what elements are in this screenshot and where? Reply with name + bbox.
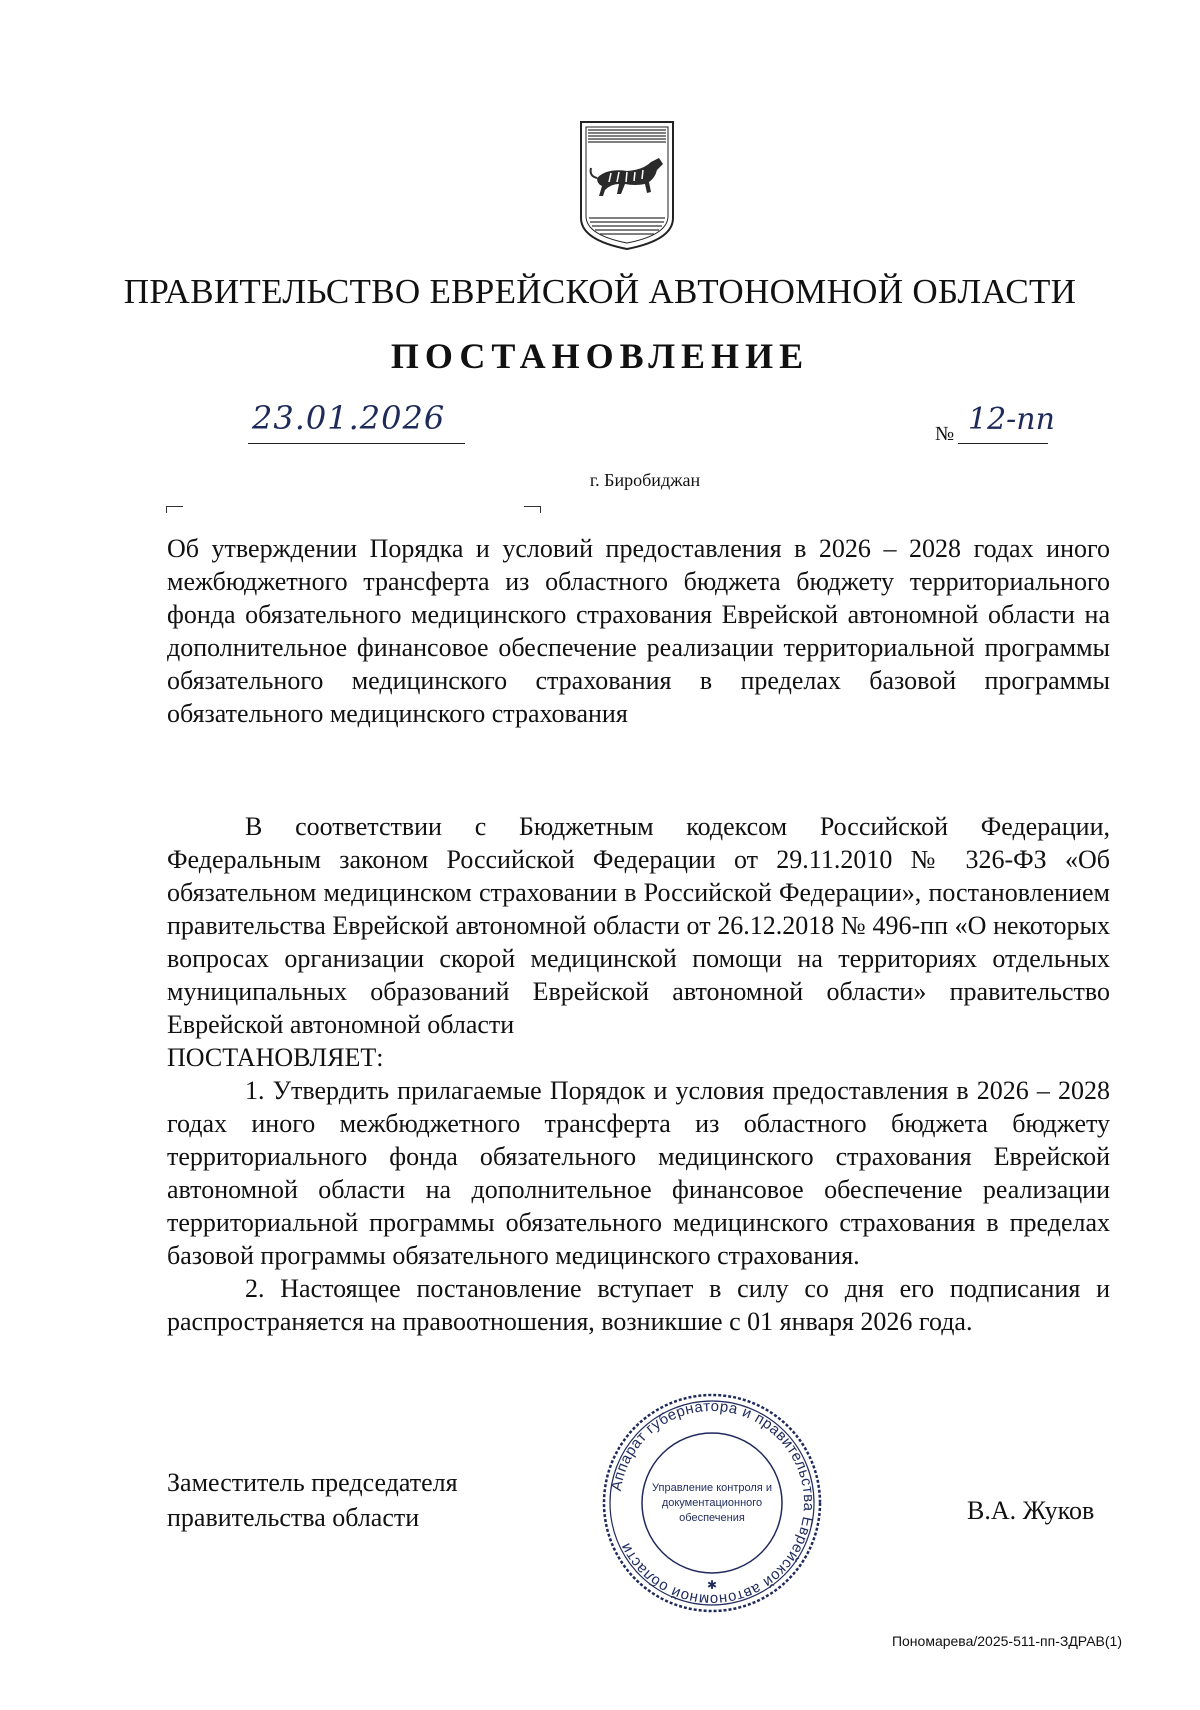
city-name: г. Биробиджан	[589, 470, 701, 490]
postanovlyaet-word: ПОСТАНОВЛЯЕТ:	[167, 1043, 384, 1072]
stamp-star-icon: ✱	[706, 1578, 718, 1592]
number-label: №	[935, 423, 955, 445]
footer-reference: Пономарева/2025-511-пп-ЗДРАВ(1)	[891, 1633, 1122, 1649]
coat-of-arms-emblem	[577, 118, 677, 253]
official-stamp	[597, 1388, 827, 1618]
stamp-inner-line-3: обеспечения	[679, 1512, 745, 1524]
position-line-2: правительства области	[167, 1503, 420, 1532]
handwritten-date: 23.01.2026	[252, 399, 446, 437]
document-body	[167, 810, 1110, 1338]
stamp-inner-line-2: документационного	[661, 1497, 763, 1509]
stamp-inner-line-1: Управление контроля и	[652, 1482, 772, 1494]
item-2-paragraph: 2. Настоящее постановление вступает в силу со дня его подписания и распространяется на правоотношения, возникшие с 01 января 2026 года.	[167, 1274, 1110, 1336]
position-line-1: Заместитель председателя	[167, 1468, 458, 1497]
date-underline	[248, 443, 465, 444]
document-type-heading: ПОСТАНОВЛЕНИЕ	[390, 336, 810, 376]
item-1-paragraph: 1. Утвердить прилагаемые Порядок и условия предоставления в 2026 – 2028 годах иного межбюджетного трансферта из областного бюджета бюджету территориального фонда обязательного медицинского страхования Еврейской автономной области на дополнительное финансовое обеспечение реализации территориальной программы обязательного медицинского страхования в пределах базовой программы обязательного медицинского страхования.	[167, 1076, 1110, 1270]
stamp-outer-text: Аппарат губернатора и правительства Еврейской автономной области	[607, 1397, 818, 1609]
preamble-paragraph: В соответствии с Бюджетным кодексом Российской Федерации, Федеральным законом Российской Федерации от 29.11.2010 № 326-ФЗ «Об обязательном медицинском страховании в Российской Федерации», постановлением правительства Еврейской автономной области от 26.12.2018 № 496-пп «О некоторых вопросах организации скорой медицинской помощи на территориях отдельных муниципальных образований Еврейской автономной области» правительство Еврейской автономной области	[167, 812, 1110, 1039]
signatory-position	[167, 1465, 458, 1535]
number-underline	[958, 443, 1048, 444]
document-subject: Об утверждении Порядка и условий предоставления в 2026 – 2028 годах иного межбюджетного трансферта из областного бюджета бюджету территориального фонда обязательного медицинского страхования Еврейской автономной области на дополнительное финансовое обеспечение реализации территориальной программы обязательного медицинского страхования в пределах базовой программы обязательного медицинского страхования	[167, 534, 1110, 728]
subject-corner-left	[166, 506, 183, 513]
subject-corner-right	[524, 506, 541, 513]
government-title: ПРАВИТЕЛЬСТВО ЕВРЕЙСКОЙ АВТОНОМНОЙ ОБЛАСТИ	[123, 272, 1077, 311]
handwritten-number: 12-пп	[968, 402, 1055, 437]
signatory-name: В.А. Жуков	[967, 1496, 1095, 1525]
